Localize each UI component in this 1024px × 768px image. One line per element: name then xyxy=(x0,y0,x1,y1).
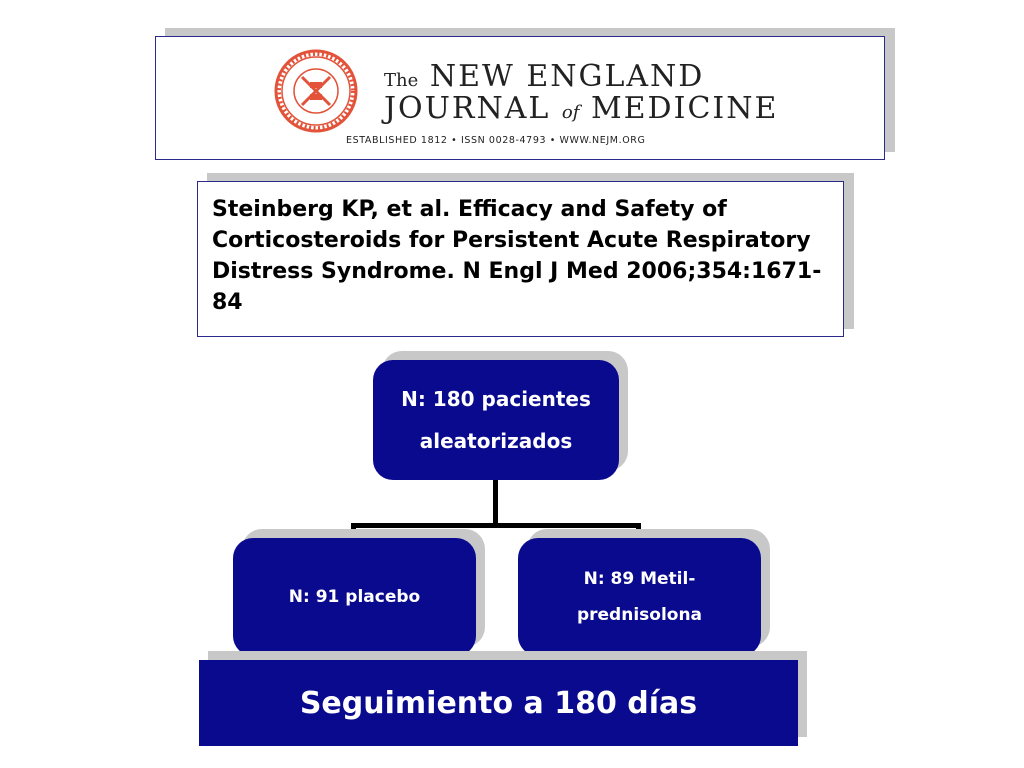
connector-horizontal xyxy=(351,523,641,528)
followup-band xyxy=(199,660,798,746)
root-node-line1: N: 180 pacientes xyxy=(401,387,591,411)
placebo-node xyxy=(233,538,476,656)
journal-name-of: of xyxy=(561,102,580,123)
journal-banner xyxy=(155,36,885,160)
journal-name-new-england: NEW ENGLAND xyxy=(429,59,705,94)
citation-box xyxy=(197,181,844,337)
journal-name-line1 xyxy=(384,59,704,94)
connector-root-stem xyxy=(493,480,498,526)
root-node-line2: aleatorizados xyxy=(419,429,573,453)
metil-node-line2: prednisolona xyxy=(576,605,703,625)
journal-prefix: The xyxy=(384,70,419,91)
citation-text: Steinberg KP, et al. Efficacy and Safety of Corticosteroids for Persistent Acute Respiratory Distress Syndrome. N Engl J Med 2006;354:1671-84 xyxy=(212,197,822,315)
journal-meta: ESTABLISHED 1812 • ISSN 0028-4793 • WWW.NEJM.ORG xyxy=(346,135,646,146)
root-node xyxy=(373,360,619,480)
journal-name-medicine: MEDICINE xyxy=(590,91,779,126)
placebo-node-label: N: 91 placebo xyxy=(288,587,421,607)
journal-name-journal: JOURNAL xyxy=(384,91,551,126)
metil-node xyxy=(518,538,761,656)
metil-node-line1: N: 89 Metil- xyxy=(583,569,696,589)
journal-name-line2 xyxy=(384,91,778,126)
followup-label: Seguimiento a 180 días xyxy=(299,685,698,721)
nejm-seal-icon xyxy=(274,49,358,133)
